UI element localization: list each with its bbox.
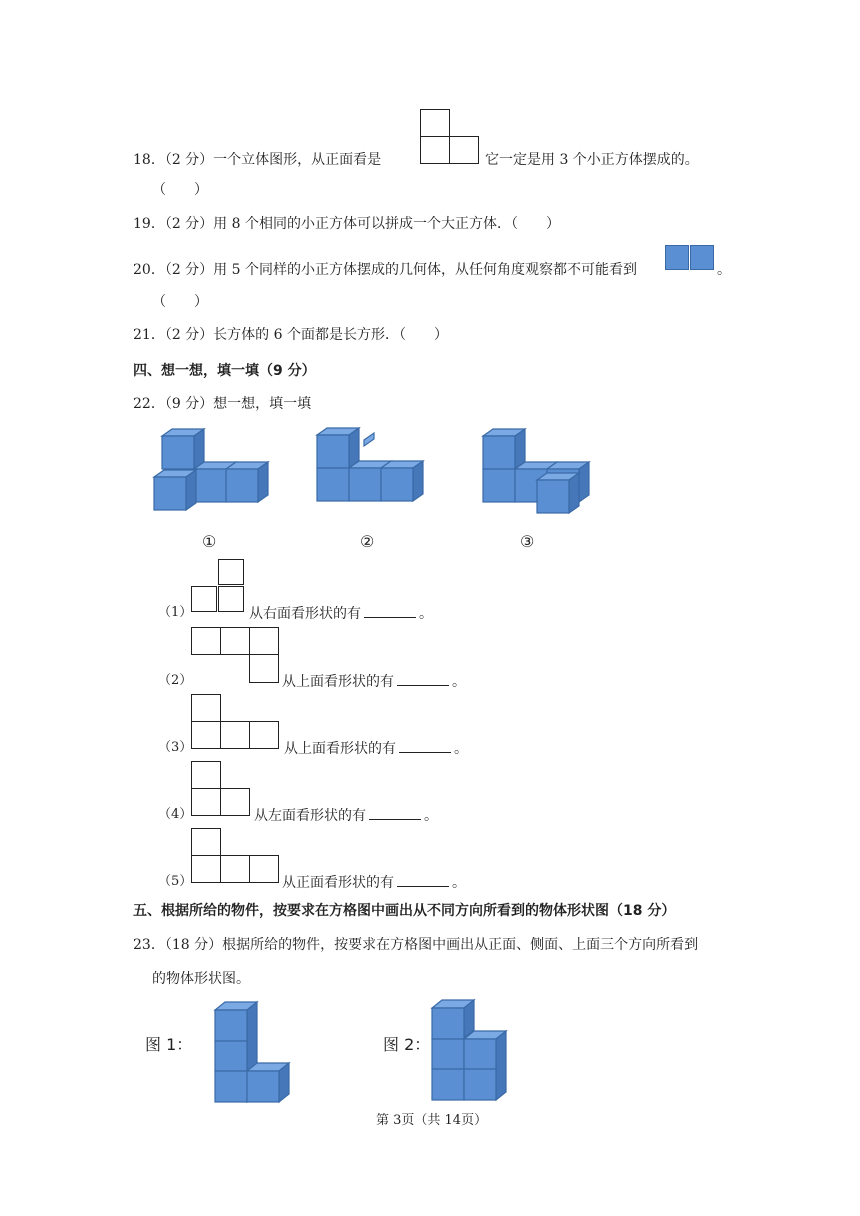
q22-figure-label-1: ① xyxy=(202,532,217,551)
q22-item3-line: 从上面看形状的有 。 xyxy=(284,738,468,758)
q22-figure-3 xyxy=(480,428,600,518)
q22-item4-num: （4） xyxy=(158,807,193,822)
q23-figure-1 xyxy=(210,998,300,1108)
q23-figure-2 xyxy=(428,996,518,1106)
q18-grid-figure xyxy=(420,109,480,165)
q22-item4-grid xyxy=(191,761,253,817)
q22-item1-grid xyxy=(191,559,247,615)
q18-text-after: 它一定是用 3 个小正方体摆成的。 xyxy=(485,152,699,168)
q22-item3-num: （3） xyxy=(158,740,193,755)
q23-line1: 23．（18 分）根据所给的物件，按要求在方格图中画出从正面、侧面、上面三个方向所看到 xyxy=(133,937,699,953)
q22-item1-num: （1） xyxy=(158,605,193,620)
q22-item2-line: 从上面看形状的有 。 xyxy=(282,671,466,691)
q22-item5-text: 从正面看形状的有 xyxy=(282,875,394,891)
q22-figure-label-2: ② xyxy=(360,532,375,551)
q23-fig2-label: 图 2： xyxy=(383,1035,431,1054)
q23-fig1-label: 图 1： xyxy=(145,1035,193,1054)
q20-text-before: 20．（2 分）用 5 个同样的小正方体摆成的几何体，从任何角度观察都不可能看到 xyxy=(133,262,637,278)
q22-item1-blank[interactable] xyxy=(364,603,416,618)
q22-item5-grid xyxy=(191,828,283,884)
q21-text: 21．（2 分）长方体的 6 个面都是长方形．（ ） xyxy=(133,327,448,343)
q18-paren: （ ） xyxy=(152,182,208,198)
q22-item4-text: 从左面看形状的有 xyxy=(254,808,366,824)
q22-item4-line: 从左面看形状的有 。 xyxy=(254,805,438,825)
q22-figure-1 xyxy=(150,428,280,518)
section5-title: 五、根据所给的物件，按要求在方格图中画出从不同方向所看到的物体形状图（18 分） xyxy=(133,903,676,919)
q22-item2-text: 从上面看形状的有 xyxy=(282,674,394,690)
q22-text: 22．（9 分）想一想，填一填 xyxy=(133,396,312,412)
q22-item2-num: （2） xyxy=(158,673,193,688)
section4-title: 四、想一想，填一填（9 分） xyxy=(133,363,316,379)
q20-two-squares-figure xyxy=(665,245,715,271)
q22-item2-blank[interactable] xyxy=(397,671,449,686)
q22-item1-text: 从右面看形状的有 xyxy=(249,606,361,622)
q22-item4-blank[interactable] xyxy=(369,805,421,820)
q22-item3-text: 从上面看形状的有 xyxy=(284,741,396,757)
q22-item3-grid xyxy=(191,694,283,750)
q22-item3-blank[interactable] xyxy=(399,738,451,753)
q22-figure-label-3: ③ xyxy=(520,532,535,551)
q22-item2-grid xyxy=(191,627,281,685)
q22-item1-line: 从右面看形状的有 。 xyxy=(249,603,433,623)
q22-item5-blank[interactable] xyxy=(397,872,449,887)
q20-paren: （ ） xyxy=(152,294,208,310)
q19-text: 19．（2 分）用 8 个相同的小正方体可以拼成一个大正方体．（ ） xyxy=(133,216,560,232)
q20-text-after: 。 xyxy=(717,262,731,278)
q18-text-before: 18．（2 分）一个立体图形，从正面看是 xyxy=(133,152,382,168)
q23-line2: 的物体形状图。 xyxy=(152,971,250,987)
q22-item5-line: 从正面看形状的有 。 xyxy=(282,872,466,892)
q22-figure-2 xyxy=(312,425,422,505)
q22-item5-num: （5） xyxy=(158,874,193,889)
page-footer: 第 3页（共 14页） xyxy=(376,1113,488,1128)
